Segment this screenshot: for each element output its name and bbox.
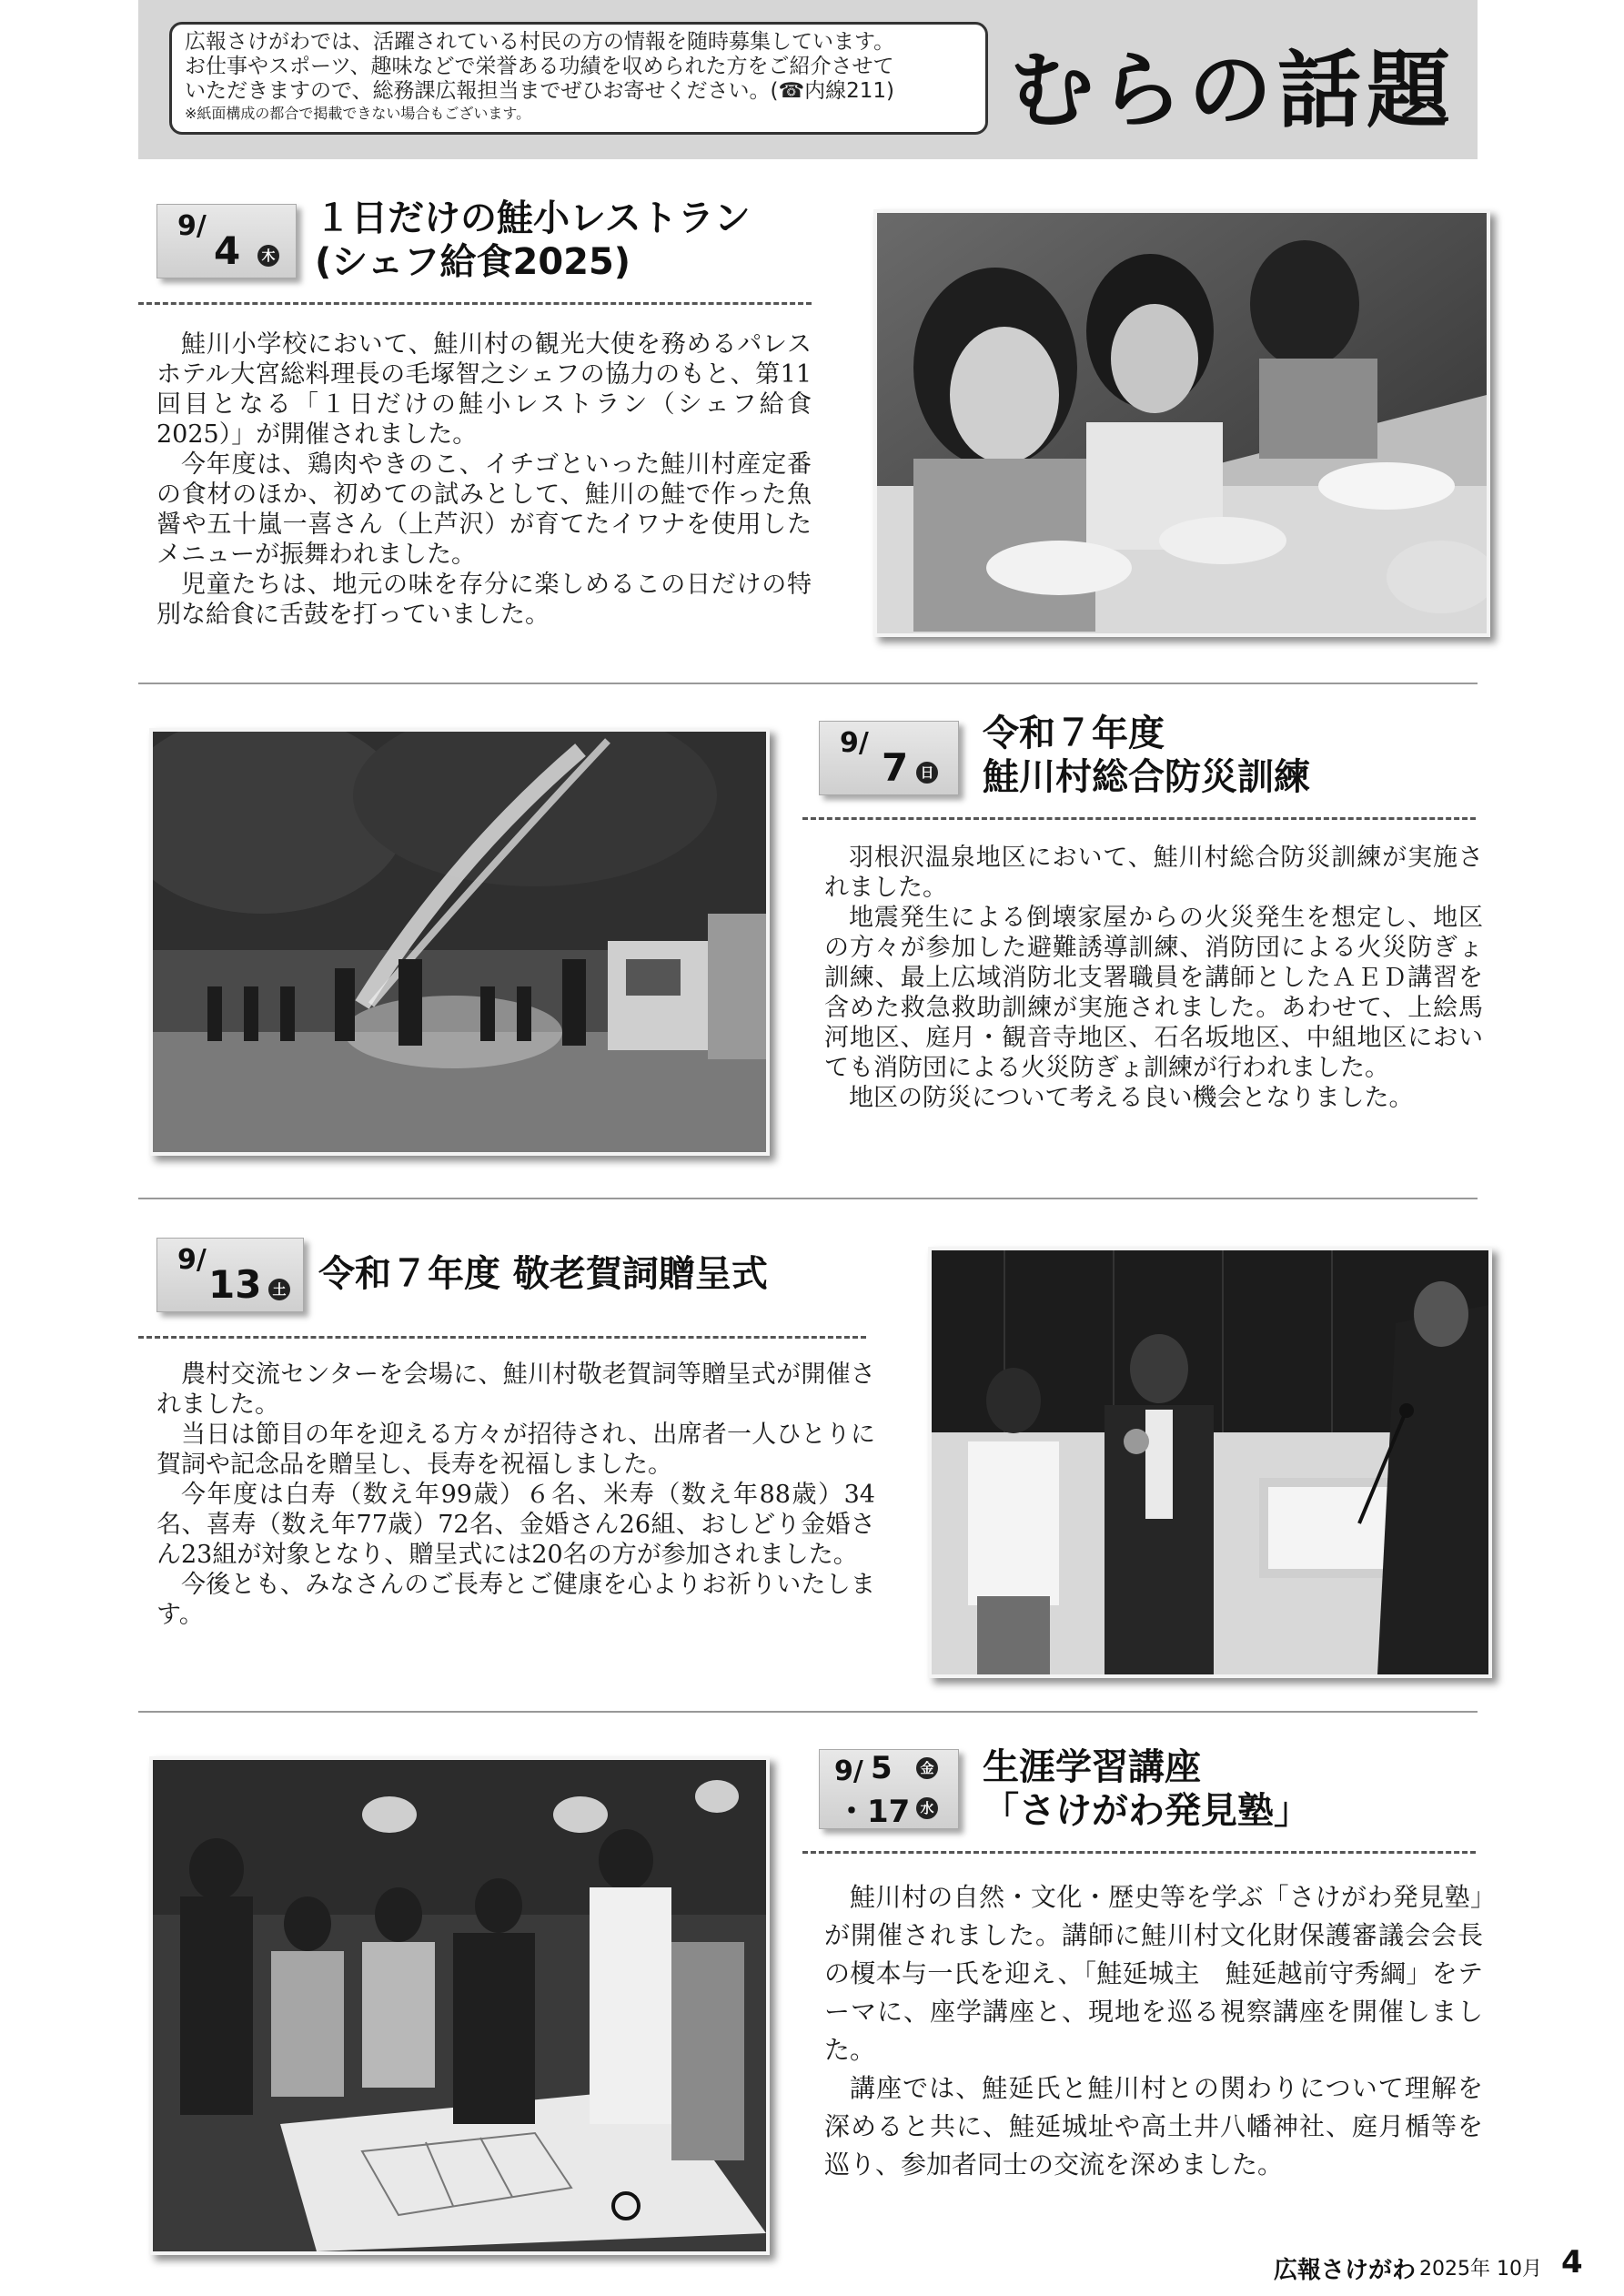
body-paragraph: 鮭川村の自然・文化・歴史等を学ぶ「さけがわ発見塾」が開催されました。講師に鮭川村文化財保護審議会会長の榎本与一氏を迎え、「鮭延城主 鮭延越前守秀綱」をテーマに、座学講座と、現地を巡る視察講座を開催しました。 bbox=[824, 1882, 1483, 2065]
notice-line: お仕事やスポーツ、趣味などで栄誉ある功績を収められた方をご紹介させて bbox=[185, 55, 894, 78]
date-tag bbox=[819, 721, 959, 795]
dashed-rule bbox=[802, 1851, 1476, 1854]
dashed-rule bbox=[138, 302, 812, 305]
body-paragraph: 羽根沢温泉地区において、鮭川村総合防災訓練が実施されました。 bbox=[824, 844, 1483, 902]
section-separator bbox=[138, 683, 1478, 684]
date-tag bbox=[156, 1238, 304, 1312]
article-title bbox=[315, 197, 751, 284]
date-month: 9/ bbox=[834, 1755, 863, 1787]
body-paragraph: 講座では、鮭延氏と鮭川村との関わりについて理解を深めると共に、鮭延城址や高土井八幡神社、庭月楯等を巡り、参加者同士の交流を深めました。 bbox=[824, 2073, 1483, 2180]
article-title bbox=[983, 712, 1310, 799]
section-separator bbox=[138, 1711, 1478, 1713]
weekday-badge: 金 bbox=[916, 1757, 938, 1779]
page-number: 4 bbox=[1561, 2244, 1583, 2281]
body-paragraph: 地震発生による倒壊家屋からの火災発生を想定し、地区の方々が参加した避難誘導訓練、消防団による火災防ぎょ訓練、最上広域消防北支署職員を講師としたＡＥＤ講習を含めた救急救助訓練が実施されました。あわせて、上絵馬河地区、庭月・観音寺地区、石名坂地区、中組地区においても消防団による火災防ぎょ訓練が行われました。 bbox=[824, 904, 1483, 1082]
date-month: 9/ bbox=[177, 1244, 207, 1276]
date-month: 9/ bbox=[840, 727, 869, 759]
weekday-badge: 木 bbox=[257, 245, 279, 267]
body-paragraph: 今年度は、鶏肉やきのこ、イチゴといった鮭川村産定番の食材のほか、初めての試みとして、鮭川の鮭で作った魚醤や五十嵐一喜さん（上芦沢）が育てたイワナを使用したメニューが振舞われました。 bbox=[156, 450, 812, 569]
body-paragraph: 今年度は白寿（数え年99歳）６名、米寿（数え年88歳）34名、喜寿（数え年77歳）72名、金婚さん26組、おしどり金婚さん23組が対象となり、贈呈式には20名の方が参加されました。 bbox=[156, 1481, 875, 1569]
notice-line: いただきますので、総務課広報担当までぜひお寄せください。(☎内線211) bbox=[185, 79, 895, 103]
date-day: 4 bbox=[214, 228, 241, 273]
date-month: 9/ bbox=[177, 210, 207, 242]
article-body bbox=[824, 1878, 1483, 2184]
photo-fire-drill bbox=[149, 728, 770, 1156]
body-paragraph: 鮭川小学校において、鮭川村の観光大使を務めるパレスホテル大宮総料理長の毛塚智之シェフの協力のもと、第11回目となる「１日だけの鮭小レストラン（シェフ給食2025）」が開催されました。 bbox=[156, 330, 812, 449]
weekday-badge: 日 bbox=[916, 762, 938, 784]
notice-line: 広報さけがわでは、活躍されている村民の方の情報を随時募集しています。 bbox=[185, 30, 895, 54]
body-paragraph: 児童たちは、地元の味を存分に楽しめるこの日だけの特別な給食に舌鼓を打っていました。 bbox=[156, 571, 812, 629]
weekday-badge: 土 bbox=[268, 1279, 290, 1300]
weekday-badge: 水 bbox=[916, 1797, 938, 1819]
date-day: 5 bbox=[871, 1750, 893, 1786]
photo-respect-ceremony-image bbox=[932, 1250, 1488, 1674]
article-title: 令和７年度 敬老賀詞贈呈式 bbox=[318, 1253, 768, 1295]
article-title bbox=[983, 1745, 1310, 1833]
notice-box bbox=[169, 22, 988, 135]
date-tag bbox=[156, 204, 297, 278]
footer-publication: 広報さけがわ bbox=[1274, 2257, 1417, 2284]
section-separator bbox=[138, 1198, 1478, 1199]
dashed-rule bbox=[802, 817, 1476, 820]
notice-note: ※紙面構成の都合で掲載できない場合もございます。 bbox=[185, 105, 531, 122]
article-title-line: 鮭川村総合防災訓練 bbox=[983, 756, 1310, 798]
photo-respect-ceremony bbox=[928, 1247, 1492, 1678]
date-day: 13 bbox=[208, 1262, 262, 1307]
section-title: むらの話題 bbox=[1010, 42, 1457, 139]
date-day-second: ・17 bbox=[836, 1794, 911, 1830]
article-title-line: (シェフ給食2025) bbox=[315, 241, 631, 283]
article-title-line: 「さけがわ発見塾」 bbox=[983, 1790, 1310, 1832]
article-title-line: 生涯学習講座 bbox=[983, 1746, 1201, 1788]
article-title-line: １日だけの鮭小レストラン bbox=[315, 197, 751, 239]
body-paragraph: 今後とも、みなさんのご長寿とご健康を心よりお祈りいたします。 bbox=[156, 1571, 875, 1629]
date-day: 7 bbox=[882, 745, 909, 790]
photo-school-lunch bbox=[873, 209, 1490, 637]
article-body bbox=[156, 329, 812, 630]
article-body bbox=[156, 1360, 875, 1630]
body-paragraph: 農村交流センターを会場に、鮭川村敬老賀詞等贈呈式が開催されました。 bbox=[156, 1360, 875, 1419]
footer-issue: 2025年 10月 bbox=[1419, 2258, 1542, 2281]
dashed-rule bbox=[138, 1336, 866, 1339]
photo-discovery-class-image bbox=[153, 1760, 766, 2251]
body-paragraph: 当日は節目の年を迎える方々が招待され、出席者一人ひとりに賀詞や記念品を贈呈し、長寿を祝福しました。 bbox=[156, 1421, 875, 1479]
article-body bbox=[824, 843, 1483, 1113]
photo-fire-drill-image bbox=[153, 732, 766, 1152]
article-title-line: 令和７年度 bbox=[983, 713, 1165, 754]
photo-school-lunch-image bbox=[877, 213, 1487, 633]
body-paragraph: 地区の防災について考える良い機会となりました。 bbox=[849, 1084, 1414, 1112]
date-tag bbox=[819, 1749, 959, 1829]
photo-discovery-class bbox=[149, 1756, 770, 2255]
